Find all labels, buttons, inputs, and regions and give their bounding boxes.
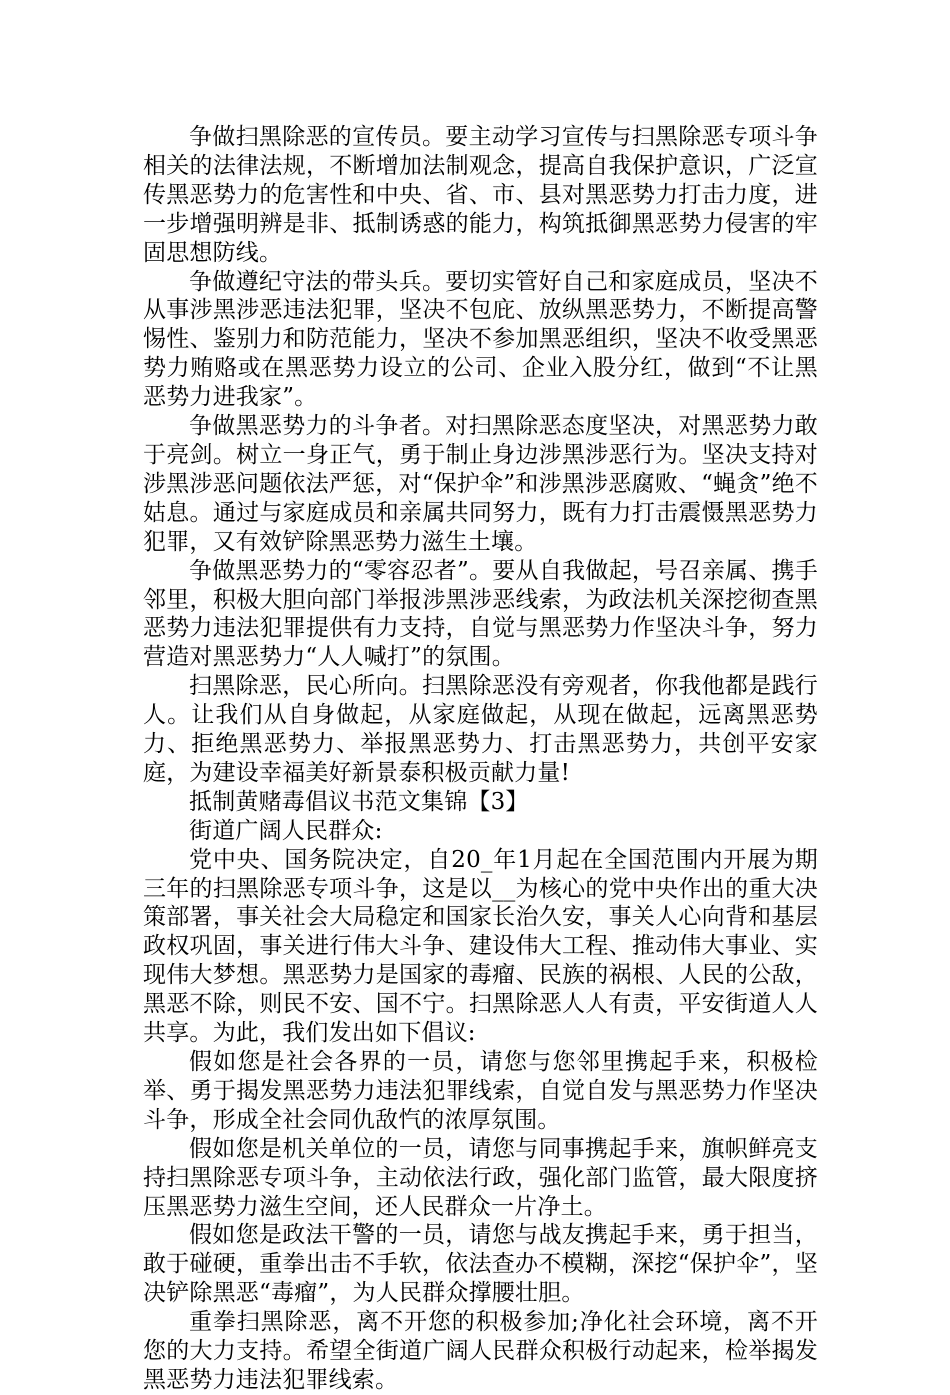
salutation: 街道广阔人民群众: xyxy=(189,817,383,844)
paragraph-closing: 重拳扫黑除恶，离不开您的积极参加;净化社会环境，离不开您的大力支持。希望全街道广阔人民群众积极行动起来，检举揭发黑恶势力违法犯罪线索。 xyxy=(143,1309,818,1393)
paragraph-law-abiding: 争做遵纪守法的带头兵。要切实管好自己和家庭成员，坚决不从事涉黑涉恶违法犯罪，坚决不包庇、放纵黑恶势力，不断提高警惕性、鉴别力和防范能力，坚决不参加黑恶组织，坚决不收受黑恶势力贿赂或在黑恶势力设立的公司、企业入股分红，做到“不让黑恶势力进我家”。 xyxy=(143,268,818,411)
paragraph-public: 假如您是社会各界的一员，请您与您邻里携起手来，积极检举、勇于揭发黑恶势力违法犯罪线索，自觉自发与黑恶势力作坚决斗争，形成全社会同仇敌忾的浓厚氛围。 xyxy=(143,1049,818,1133)
section-title: 抵制黄赌毒倡议书范文集锦【3】 xyxy=(189,788,529,815)
paragraph-officials: 假如您是机关单位的一员，请您与同事携起手来，旗帜鲜亮支持扫黑除恶专项斗争，主动依法行政，强化部门监管，最大限度挤压黑恶势力滋生空间，还人民群众一片净土。 xyxy=(143,1135,818,1220)
paragraph-zero-tolerance: 争做黑恶势力的“零容忍者”。要从自我做起，号召亲属、携手邻里，积极大胆向部门举报涉黑涉恶线索，为政法机关深挖彻查黑恶势力违法犯罪提供有力支持，自觉与黑恶势力作坚决斗争，努力营造对黑恶势力“人人喊打”的氛围。 xyxy=(143,557,818,671)
paragraph-propagandist: 争做扫黑除恶的宣传员。要主动学习宣传与扫黑除恶专项斗争相关的法律法规，不断增加法制观念，提高自我保护意识，广泛宣传黑恶势力的危害性和中央、省、市、县对黑恶势力打击力度，进一步增强明辨是非、抵制诱惑的能力，构筑抵御黑恶势力侵害的牢固思想防线。 xyxy=(143,124,818,266)
paragraph-police: 假如您是政法干警的一员，请您与战友携起手来，勇于担当，敢于碰硬，重拳出击不手软，依法查办不模糊，深挖“保护伞”，坚决铲除黑恶“毒瘤”，为人民群众撑腰壮胆。 xyxy=(143,1222,818,1307)
paragraph-fighter: 争做黑恶势力的斗争者。对扫黑除恶态度坚决，对黑恶势力敢于亮剑。树立一身正气，勇于制止身边涉黑涉恶行为。坚决支持对涉黑涉恶问题依法严惩，对“保护伞”和涉黑涉恶腐败、“蝇贪”绝不姑息。通过与家庭成员和亲属共同努力，既有力打击震慑黑恶势力犯罪，又有效铲除黑恶势力滋生土壤。 xyxy=(143,413,818,555)
document-body xyxy=(143,123,818,1395)
paragraph-conclusion: 扫黑除恶，民心所向。扫黑除恶没有旁观者，你我他都是践行人。让我们从自身做起，从家庭做起，从现在做起，远离黑恶势力、拒绝黑恶势力、举报黑恶势力、打击黑恶势力，共创平安家庭，为建设幸福美好新景泰积极贡献力量! xyxy=(143,673,818,786)
paragraph-intro: 党中央、国务院决定，自20_年1月起在全国范围内开展为期三年的扫黑除恶专项斗争，这是以__为核心的党中央作出的重大决策部署，事关社会大局稳定和国家长治久安，事关人心向背和基层政权巩固，事关进行伟大斗争、建设伟大工程、推动伟大事业、实现伟大梦想。黑恶势力是国家的毒瘤、民族的祸根、人民的公敌，黑恶不除，则民不安、国不宁。扫黑除恶人人有责，平安街道人人共享。为此，我们发出如下倡议: xyxy=(143,846,818,1047)
